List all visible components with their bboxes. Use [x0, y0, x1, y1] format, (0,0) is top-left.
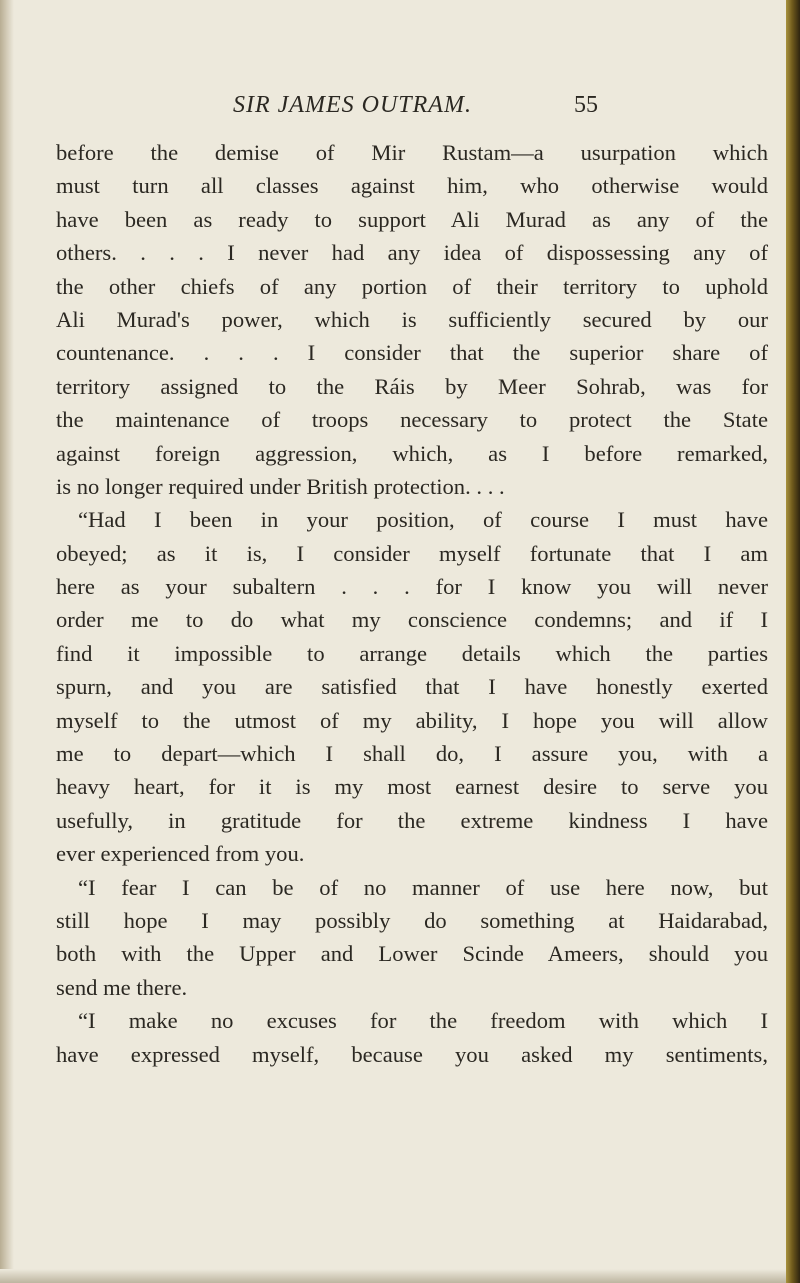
page-bottom-shadow: [0, 1269, 786, 1283]
text-line: is no longer required under British protection. . . .: [56, 473, 505, 499]
text-line: have expressed myself, because you asked my sentiments,: [56, 1041, 768, 1067]
page-gutter-shadow: [0, 0, 14, 1283]
text-line: against foreign aggression, which, as I before remarked,: [56, 440, 768, 466]
text-line: the maintenance of troops necessary to protect the State: [56, 407, 768, 433]
text-line: find it impossible to arrange details which the parties: [56, 640, 768, 666]
text-line: order me to do what my conscience condemns; and if I: [56, 607, 768, 633]
text-line: myself to the utmost of my ability, I hope you will allow: [56, 707, 768, 733]
text-line: here as your subaltern . . . for I know you will never: [56, 574, 768, 600]
text-line: “I fear I can be of no manner of use here now, but: [78, 874, 768, 900]
running-header: [233, 92, 598, 132]
text-line: heavy heart, for it is my most earnest desire to serve you: [56, 774, 768, 800]
text-line: “Had I been in your position, of course I must have: [78, 507, 768, 533]
text-line: obeyed; as it is, I consider myself fortunate that I am: [56, 540, 768, 566]
running-title: SIR JAMES OUTRAM.: [233, 92, 472, 118]
text-line: spurn, and you are satisfied that I have honestly exerted: [56, 674, 768, 700]
text-line: territory assigned to the Ráis by Meer Sohrab, was for: [56, 373, 768, 399]
text-line: usefully, in gratitude for the extreme kindness I have: [56, 807, 768, 833]
text-line: have been as ready to support Ali Murad as any of the: [56, 206, 768, 232]
text-line: still hope I may possibly do something at Haidarabad,: [56, 907, 768, 933]
text-line: ever experienced from you.: [56, 841, 305, 867]
text-line: Ali Murad's power, which is sufficiently secured by our: [56, 306, 768, 332]
text-line: others. . . . I never had any idea of dispossessing any of: [56, 240, 768, 266]
text-line: “I make no excuses for the freedom with which I: [78, 1008, 768, 1034]
page-number: 55: [574, 92, 598, 118]
text-line: must turn all classes against him, who otherwise would: [56, 173, 768, 199]
book-edge: [786, 0, 800, 1283]
body-text: [56, 136, 768, 1071]
text-line: both with the Upper and Lower Scinde Ameers, should you: [56, 941, 768, 967]
text-line: before the demise of Mir Rustam—a usurpation which: [56, 140, 768, 165]
text-line: countenance. . . . I consider that the superior share of: [56, 340, 768, 366]
text-line: send me there.: [56, 974, 188, 1000]
text-line: the other chiefs of any portion of their territory to uphold: [56, 273, 768, 299]
text-line: me to depart—which I shall do, I assure you, with a: [56, 741, 768, 767]
